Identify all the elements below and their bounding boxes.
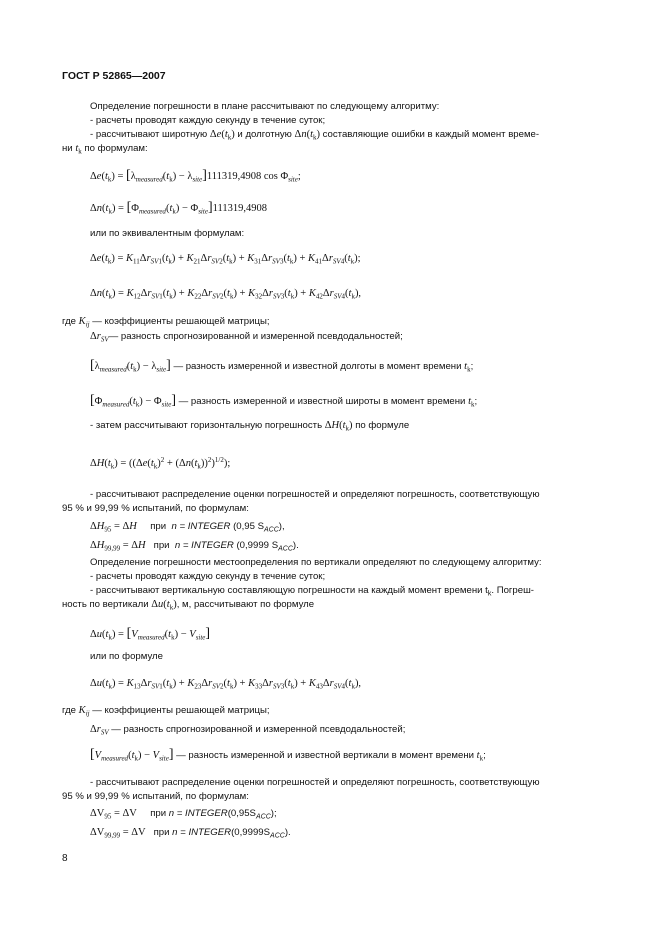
- text-line-16: ность по вертикали $\Delta u(t_k)$, м, рассчитывают по формуле: [62, 599, 315, 612]
- text-line-14: - расчеты проводят каждую секунду в течение суток;: [90, 571, 326, 582]
- formula-delta-e: $\Delta e(t_k) = [\lambda_{measured}(t_k) - \lambda_{site}]111319,4908$ $\cos \Phi_{site}$;: [90, 168, 301, 184]
- formula-v95: $\Delta V_{95} = \Delta V$ при $n = INTEGER(0,95S_{ACC})$;: [90, 808, 277, 821]
- text-line-11: - рассчитывают распределение оценки погрешностей и определяют погрешность, соответствующую: [90, 489, 540, 500]
- text-line-22: 95 % и 99,99 % испытаний, по формулам:: [62, 791, 249, 802]
- text-line-4: ни $t_k$ по формулам:: [62, 143, 148, 156]
- text-line-7: $\Delta r_{SV}—$ разность спрогнозированной и измеренной псевдодальностей;: [90, 331, 403, 344]
- text-line-9: $[\Phi_{measured}(t_k) - \Phi_{site}]$ — разность измеренной и известной широты в момент времени $t_k$;: [90, 393, 478, 409]
- formula-delta-n-equivalent: $\Delta n(t_k) = K_{12}\Delta r_{SV1}(t_k) + K_{22}\Delta r_{SV2}(t_k) + K_{32}\Delta r_{SV3}(t_k) + K_{42}\Delta r_{SV4}(t_k)$,: [90, 288, 362, 301]
- text-line-18: где $K_{ij}$ — коэффициенты решающей матрицы;: [62, 705, 270, 718]
- page-number: 8: [62, 853, 68, 864]
- formula-v9999: $\Delta V_{99,99} = \Delta V$ при $n = INTEGER(0,9999S_{ACC})$.: [90, 827, 291, 840]
- formula-h95: $\Delta H_{95} = \Delta H$ при n = INTEGER (0,95 $S_{ACC}$),: [90, 521, 285, 534]
- formula-delta-h: $\Delta H(t_k) = ((\Delta e(t_k)^2 + (\Delta n(t_k))^2)^{1/2})$;: [90, 456, 231, 471]
- text-line-6: где $K_{ij}$ — коэффициенты решающей матрицы;: [62, 316, 270, 329]
- text-line-5: или по эквивалентным формулам:: [90, 228, 245, 239]
- text-line-19: $\Delta r_{SV}$ — разность спрогнозированной и измеренной псевдодальностей;: [90, 724, 406, 737]
- text-line-3: - рассчитывают широтную $\Delta e(t_k)$ и долготную $\Delta n(t_k)$ составляющие ошибки в каждый момент време-: [90, 129, 540, 142]
- formula-delta-e-equivalent: $\Delta e(t_k) = K_{11}\Delta r_{SV1}(t_k) + K_{21}\Delta r_{SV2}(t_k) + K_{31}\Delta r_{SV3}(t_k) + K_{41}\Delta r_{SV4}(t_k)$;: [90, 253, 361, 266]
- formula-delta-u: $\Delta u(t_k) = [V_{measured}(t_k) - V_{site}]$: [90, 626, 211, 642]
- text-line-1: Определение погрешности в плане рассчитывают по следующему алгоритму:: [90, 101, 440, 112]
- text-line-10: - затем рассчитывают горизонтальную погрешность $\Delta H(t_k)$ по формуле: [90, 420, 410, 433]
- formula-h9999: $\Delta H_{99,99} = \Delta H$ при n = INTEGER (0,9999 $S_{ACC}$).: [90, 540, 299, 553]
- text-line-21: - рассчитывают распределение оценки погрешностей и определяют погрешность, соответствующую: [90, 777, 540, 788]
- text-line-17: или по формуле: [90, 651, 163, 662]
- text-line-2: - расчеты проводят каждую секунду в течение суток;: [90, 115, 326, 126]
- text-line-12: 95 % и 99,99 % испытаний, по формулам:: [62, 503, 249, 514]
- text-line-20: $[V_{measured}(t_k) - V_{site}]$ — разность измеренной и известной вертикали в момент времени $t_k$;: [90, 747, 486, 763]
- document-header: ГОСТ Р 52865—2007: [62, 70, 166, 82]
- text-line-8: $[\lambda_{measured}(t_k) - \lambda_{site}]$ — разность измеренной и известной долготы в момент времени $t_k$;: [90, 358, 474, 374]
- text-line-15: - рассчитывают вертикальную составляющую погрешности на каждый момент времени $t_k$. Погреш-: [90, 585, 534, 598]
- formula-delta-u-equivalent: $\Delta u(t_k) = K_{13}\Delta r_{SV1}(t_k) + K_{23}\Delta r_{SV2}(t_k) + K_{33}\Delta r_{SV3}(t_k) + K_{43}\Delta r_{SV4}(t_k)$,: [90, 678, 362, 691]
- text-line-13: Определение погрешности местоопределения по вертикали определяют по следующему алгоритму:: [90, 557, 542, 568]
- formula-delta-n: $\Delta n(t_k) = [\Phi_{measured}(t_k) - \Phi_{site}]111319,4908$: [90, 200, 267, 216]
